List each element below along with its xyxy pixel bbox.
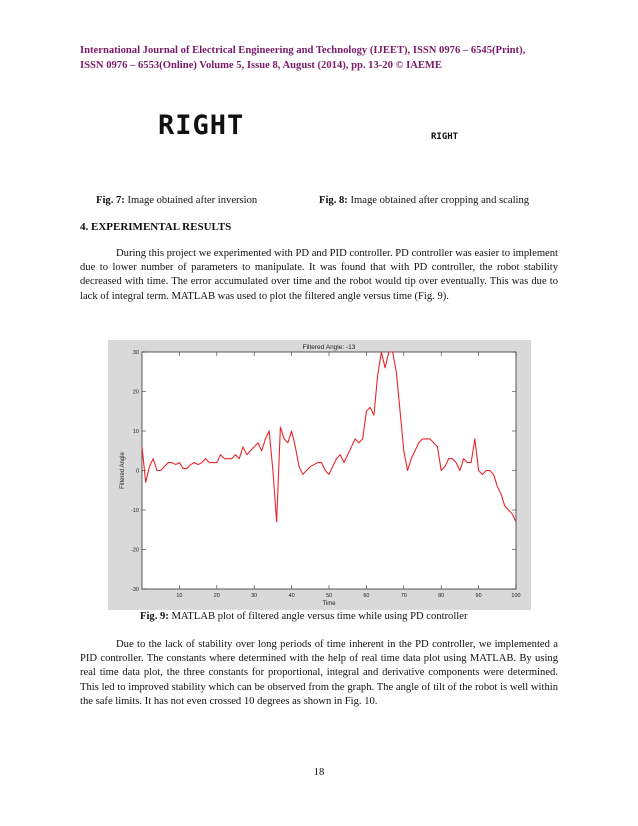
x-tick-label: 70 bbox=[400, 593, 407, 599]
fig8-caption-text: Image obtained after cropping and scaling bbox=[347, 195, 530, 206]
fig9-caption-text: MATLAB plot of filtered angle versus time while using PD controller bbox=[168, 611, 468, 622]
line-chart bbox=[108, 340, 531, 610]
page-number: 18 bbox=[313, 767, 325, 778]
paragraph-1: During this project we experimented with PD and PID controller. PD controller was easier to implement due to lower number of parameters to manipulate. It was found that with PD controller, the robot stability decreased with time. The error accumulated over time and the robot would tip over eventually. This was due to lack of integral term. MATLAB was used to plot the filtered angle versus time (Fig. 9). bbox=[80, 248, 558, 302]
x-tick-label: 20 bbox=[213, 593, 220, 599]
fig8-label: Fig. 8: bbox=[319, 195, 348, 206]
x-tick-label: 50 bbox=[325, 593, 333, 599]
header-line-2: ISSN 0976 – 6553(Online) Volume 5, Issue 8, August (2014), pp. 13-20 © IAEME bbox=[80, 60, 442, 71]
fig9-label: Fig. 9: bbox=[140, 611, 169, 622]
x-tick-label: 60 bbox=[363, 593, 370, 599]
paragraph-2: Due to the lack of stability over long periods of time inherent in the PD controller, we implemented a PID controller. The constants where determined with the help of real time data plot using MATLAB. By using real time data plot, the three constants for proportional, integral and derivative components were determined. This led to improved stability which can be observed from the graph. The angle of tilt of the robot is well within the safe limits. It has not even crossed 10 degrees as shown in Fig. 10. bbox=[80, 639, 558, 707]
x-tick-label: 10 bbox=[176, 593, 183, 599]
x-tick-label: 90 bbox=[475, 593, 482, 599]
x-tick-label: 40 bbox=[288, 593, 295, 599]
fig7-label: Fig. 7: bbox=[96, 195, 125, 206]
fig8-image-text: RIGHT bbox=[431, 132, 459, 142]
x-tick-label: 100 bbox=[511, 593, 521, 599]
x-tick-label: 80 bbox=[438, 593, 445, 599]
x-axis-label: Time bbox=[322, 601, 336, 607]
fig8-caption bbox=[319, 195, 529, 206]
y-tick-label: 0 bbox=[135, 468, 139, 475]
fig9-caption bbox=[140, 611, 467, 622]
journal-header bbox=[80, 43, 560, 73]
x-tick-label: 30 bbox=[251, 593, 258, 599]
y-tick-label: -10 bbox=[131, 508, 139, 514]
fig9-plot bbox=[108, 340, 531, 610]
y-axis-label: Filtered Angle bbox=[120, 452, 126, 489]
fig7-caption bbox=[96, 195, 257, 206]
section-heading: 4. EXPERIMENTAL RESULTS bbox=[80, 221, 232, 233]
y-tick-label: 10 bbox=[132, 429, 139, 435]
header-line-1: International Journal of Electrical Engineering and Technology (IJEET), ISSN 0976 – 6545(Print), bbox=[80, 45, 526, 56]
y-tick-label: -30 bbox=[131, 587, 139, 593]
fig7-caption-text: Image obtained after inversion bbox=[124, 195, 258, 206]
chart-title: Filtered Angle: -13 bbox=[302, 344, 356, 351]
y-tick-label: 30 bbox=[132, 350, 139, 356]
y-tick-label: 20 bbox=[132, 389, 139, 396]
y-tick-label: -20 bbox=[131, 547, 139, 554]
fig7-image-text: RIGHT bbox=[158, 110, 245, 141]
